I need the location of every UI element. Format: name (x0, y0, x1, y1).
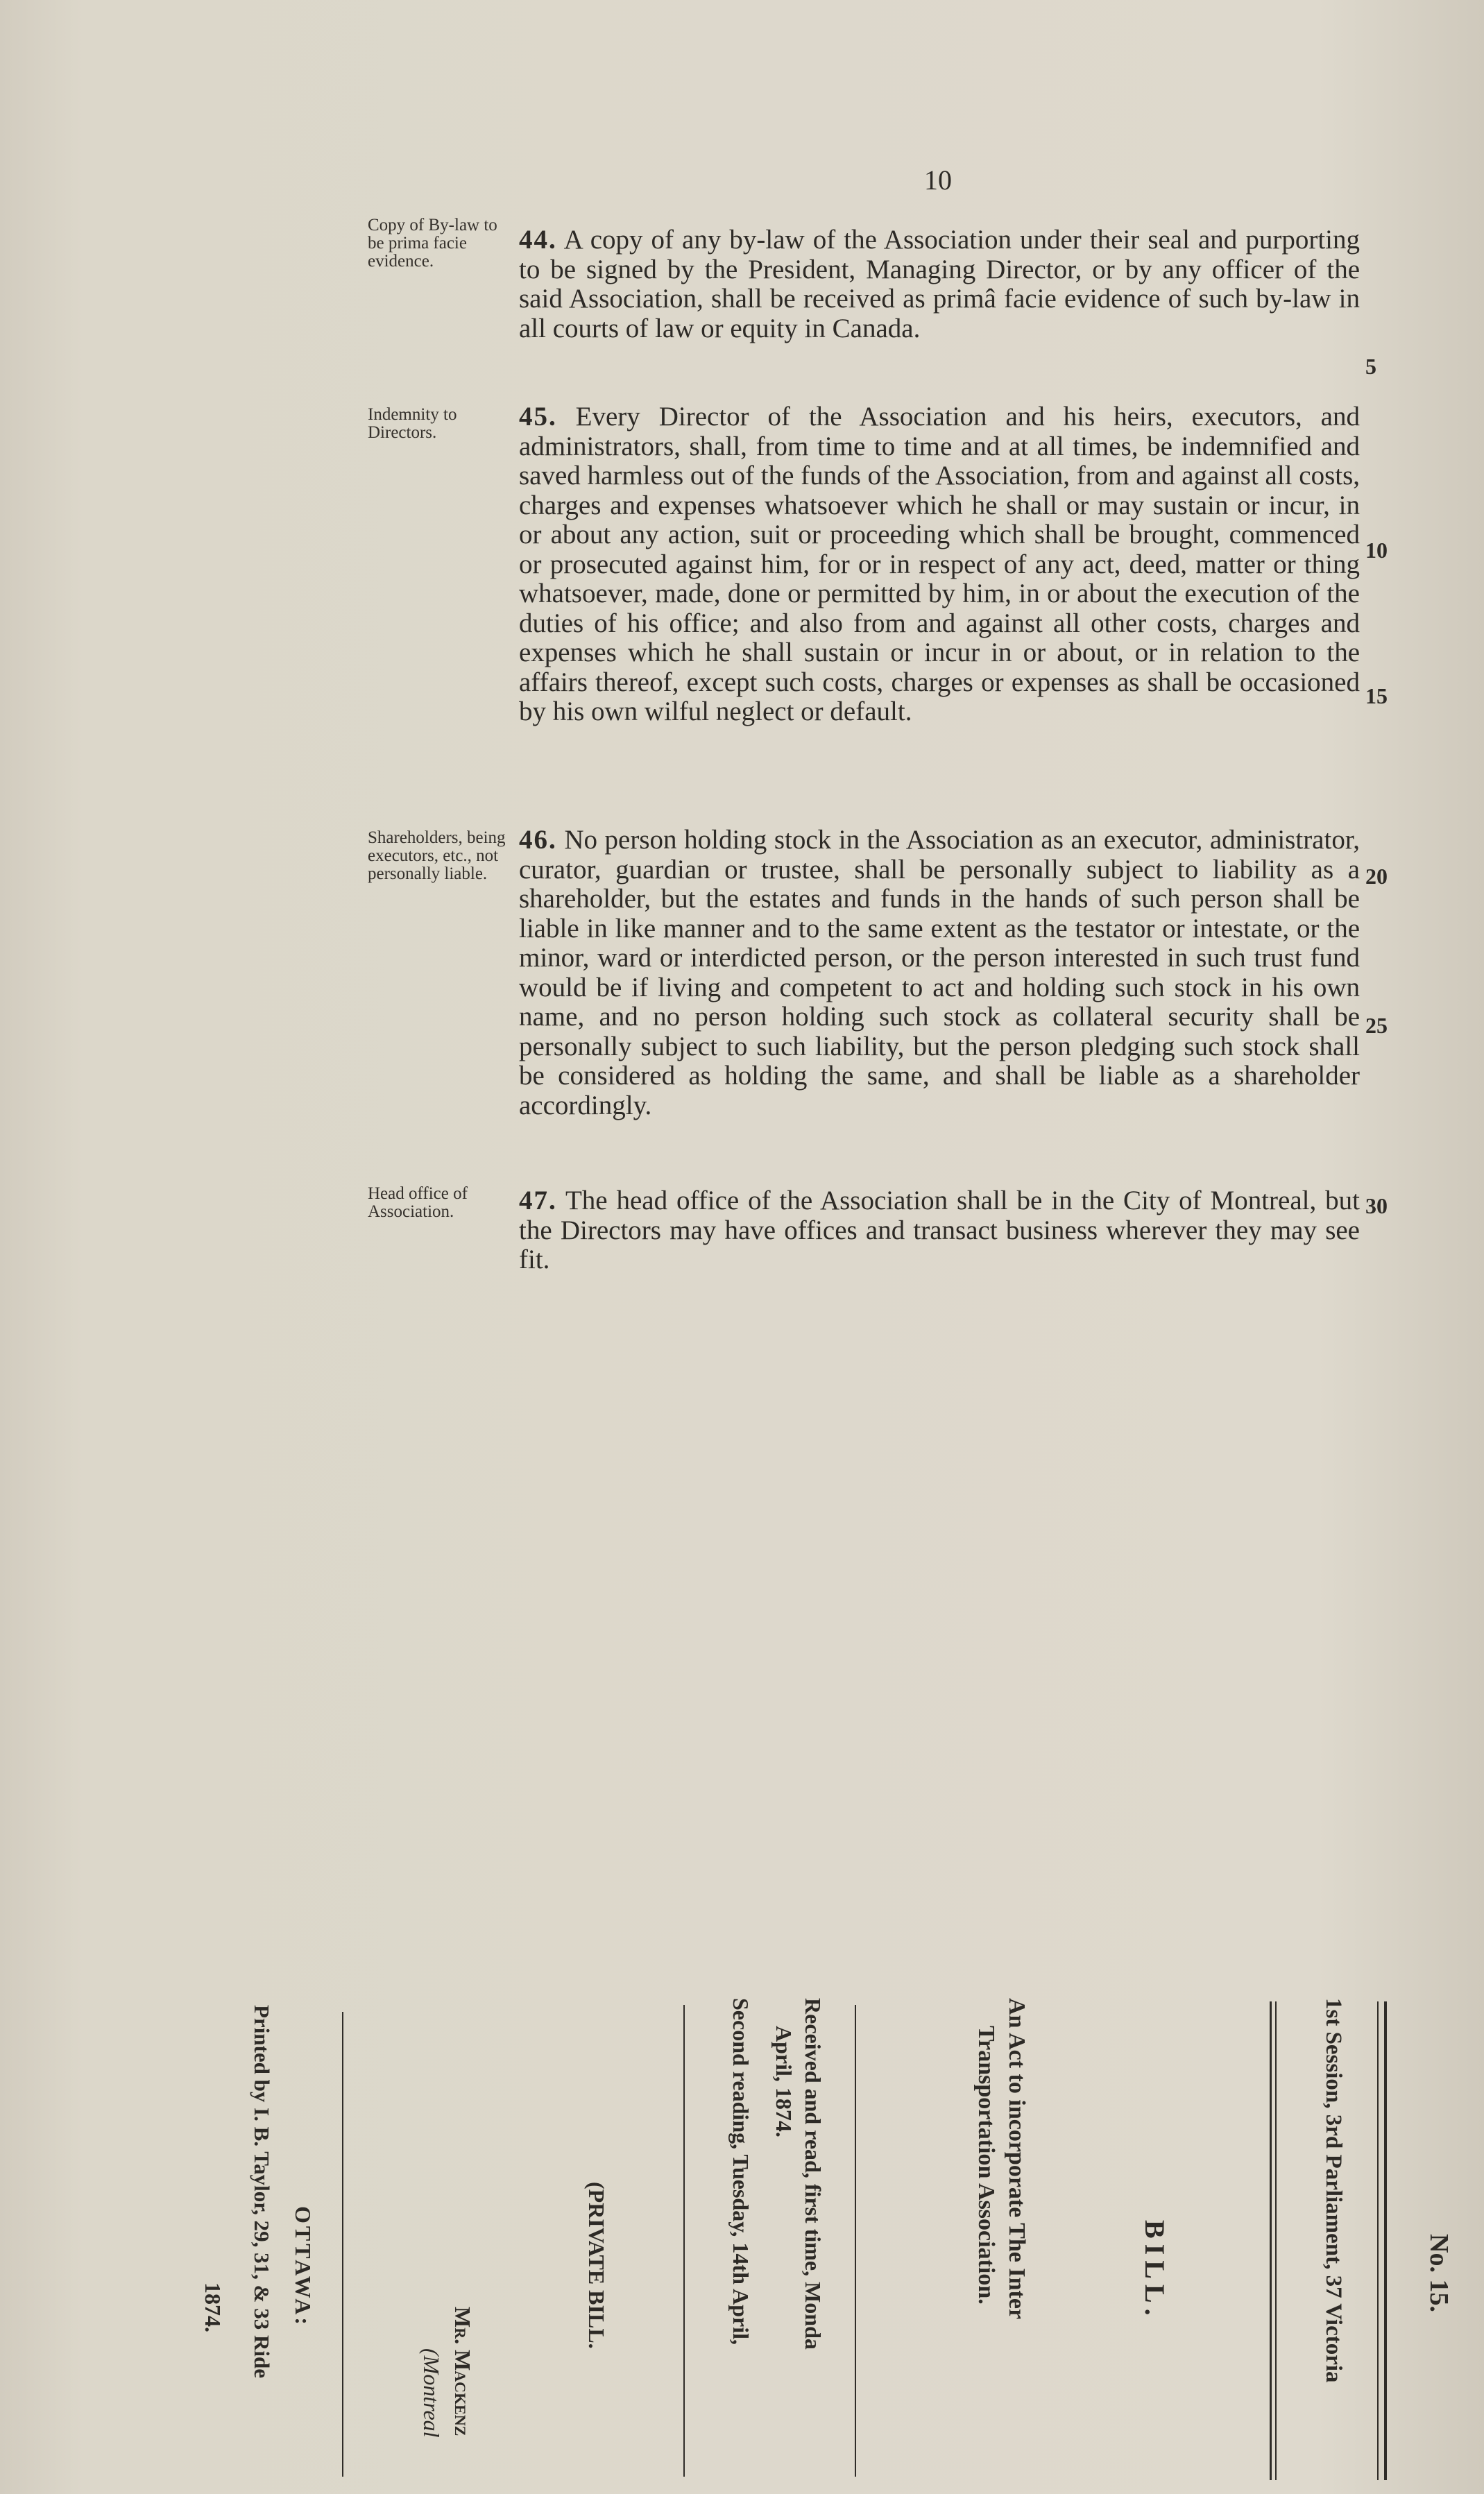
line-number: 20 (1365, 864, 1388, 889)
cover-year: 1874. (201, 2282, 225, 2332)
section-text: The head office of the Association shall be in the City of Montreal, but the Directors may have offices and transact business wherever they may see fit. (519, 1186, 1360, 1274)
section-number: 46. (519, 825, 557, 855)
section-text: No person holding stock in the Association as an executor, administrator, curator, guardian or trustee, shall be personally subject to liability as a shareholder, but the estates and funds in the hands of such person shall be liable in like manner and to the same extent as the testator or intestate, or the minor, ward or interdicted person, or the person interested in such trust fund would be if living and competent to act and holding such stock in his own name, and no person holding such stock as collateral security shall be personally subject to such liability, but the person pledging such stock shall be considered as holding the same, and shall be liable as a shareholder accordingly. (519, 825, 1361, 1120)
section-45 (519, 402, 1360, 727)
line-number: 30 (1365, 1193, 1388, 1218)
cover-member: Mr. Mackenz (450, 2307, 475, 2436)
section-text: A copy of any by-law of the Association under their seal and purporting to be signed by the President, Managing Director, or by any officer of the said Association, shall be received as primâ facie evidence of such by-law in all courts of law or equity in Canada. (519, 225, 1360, 343)
cover-place: OTTAWA: (291, 2206, 316, 2328)
line-number: 15 (1365, 683, 1388, 708)
cover-title-line-1: An Act to incorporate The Inter (1004, 1998, 1030, 2320)
margin-note-46: Shareholders, being executors, etc., not personally liable. (368, 828, 506, 883)
cover-second-reading: Second reading, Tuesday, 14th April, (728, 1998, 753, 2345)
section-number: 45. (519, 402, 557, 432)
line-number: 5 (1365, 354, 1376, 379)
section-text: Every Director of the Association and his heirs, executors, and administrators, shall, from time to time and at all times, be indemnified and saved harmless out of the funds of the Association, from and against all costs, charges and expenses whatsoever which he shall or may sustain or incur, in or about any action, suit or proceeding which shall be brought, commenced or prosecuted against him, for or in respect of any act, deed, matter or thing whatsoever, made, done or permitted by him, in or about the execution of the duties of his office; and also from and against all other costs, charges and expenses which he shall sustain or incur in or about, or in relation to the affairs thereof, except such costs, charges or expenses as shall be occasioned by his own wilful neglect or default. (519, 402, 1361, 726)
cover-title-line-2: Transportation Association. (973, 2026, 999, 2305)
page-number: 10 (924, 164, 952, 196)
cover-member-riding: (Montreal (419, 2348, 444, 2438)
cover-first-reading: Received and read, first time, Monda (801, 1998, 826, 2350)
cover-first-reading-date: April, 1874. (771, 2026, 796, 2137)
cover-printer: Printed by I. B. Taylor, 29, 31, & 33 Ride (250, 2005, 274, 2378)
margin-note-44: Copy of By-law to be prima facie evidence. (368, 216, 497, 271)
cover-private-bill: (PRIVATE BILL. (584, 2182, 609, 2349)
line-number: 25 (1365, 1013, 1388, 1038)
margin-note-45: Indemnity to Directors. (368, 405, 457, 442)
section-44 (519, 225, 1360, 343)
line-number: 10 (1365, 538, 1388, 563)
cover-session: 1st Session, 3rd Parliament, 37 Victoria (1321, 1998, 1346, 2383)
section-number: 47. (519, 1186, 557, 1215)
cover-bill-label: BILL. (1139, 2220, 1170, 2321)
margin-note-47: Head office of Association. (368, 1184, 468, 1221)
section-number: 44. (519, 225, 557, 255)
cover-bill-number: No. 15. (1424, 2234, 1453, 2312)
section-46 (519, 826, 1360, 1120)
section-47 (519, 1186, 1360, 1275)
